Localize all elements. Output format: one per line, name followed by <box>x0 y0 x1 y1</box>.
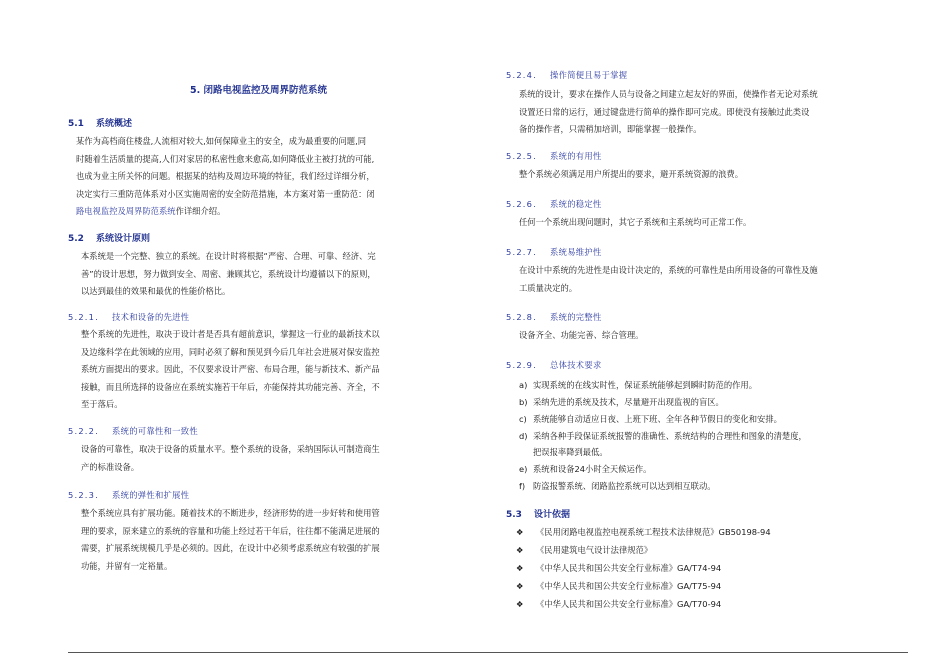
paragraph-5-2-6 <box>519 214 929 232</box>
diamond-bullet-icon: ❖ <box>516 545 524 555</box>
heading-number: 5.2.3. <box>68 490 99 500</box>
text-line: 整个系统应具有扩展功能。随着技术的不断进步，经济形势的进一步好转和使用管 <box>81 508 380 518</box>
text-line: 整个系统必须满足用户所提出的要求，避开系统资源的浪费。 <box>519 169 744 179</box>
diamond-bullet-icon: ❖ <box>516 563 524 573</box>
text-line: 本系统是一个完整、独立的系统。在设计时将根据“严密、合理、可靠、经济、完 <box>81 251 376 261</box>
item-marker: e) <box>519 464 528 474</box>
text-run: 作详细介绍。 <box>175 206 226 216</box>
paragraph-5-2-3 <box>81 505 481 575</box>
reference-item <box>516 544 652 556</box>
heading-5-2-9 <box>506 359 602 371</box>
text-line: 至于落后。 <box>81 399 123 409</box>
heading-text: 设计依据 <box>534 510 571 520</box>
reference-text: 《民用闭路电视监控电视系统工程技术法律规范》GB50198-94 <box>536 527 771 537</box>
text-line: 在设计中系统的先进性是由设计决定的，系统的可靠性是由所用设备的可靠性及施 <box>519 265 818 275</box>
text-line: 系统的设计，要求在操作人员与设备之间建立起友好的界面，使操作者无论对系统 <box>519 89 818 99</box>
requirement-item-d-cont <box>519 446 608 458</box>
heading-text: 系统易维护性 <box>550 247 602 257</box>
item-text: 实现系统的在线实时性，保证系统能够起到瞬时防范的作用。 <box>533 380 758 390</box>
text-line: 设备齐全、功能完善、综合管理。 <box>519 330 644 340</box>
text-line: 接触，而且所选择的设备应在系统实施若干年后，亦能保持其功能完善、齐全，不 <box>81 381 380 392</box>
heading-number: 5.2 <box>68 234 84 244</box>
item-marker: d) <box>519 431 528 441</box>
requirement-item-b <box>519 396 724 408</box>
text-line: 决定实行三重防范体系对小区实施周密的安全防范措施，本方案对第一重防范：闭 <box>76 188 375 199</box>
item-text: 系统和设备24小时全天候运作。 <box>533 464 652 474</box>
heading-5-3 <box>506 507 570 520</box>
heading-number: 5.2.6. <box>506 199 537 209</box>
text-line: 产的标准设备。 <box>81 461 140 472</box>
text-line: 及边缘科学在此领域的应用，同时必须了解和预见到今后几年社会进展对保安监控 <box>81 346 380 357</box>
heading-5-2 <box>68 231 150 244</box>
item-text: 把误报率降到最低。 <box>533 447 608 457</box>
heading-5-2-5 <box>506 150 602 162</box>
text-line: 也成为业主所关怀的问题。根据某的结构及周边环境的特征，我们经过详细分析， <box>76 171 375 181</box>
heading-5-2-7 <box>506 246 602 258</box>
heading-number: 5.2.7. <box>506 247 537 257</box>
item-marker: c) <box>519 414 527 424</box>
paragraph-5-2-8 <box>519 327 929 345</box>
heading-text: 总体技术要求 <box>550 360 602 370</box>
heading-number: 5.2.4. <box>506 70 537 80</box>
paragraph-5-2 <box>81 248 481 301</box>
diamond-bullet-icon: ❖ <box>516 527 524 537</box>
paragraph-5-2-4 <box>519 86 929 139</box>
text-line <box>76 203 476 221</box>
requirement-item-e <box>519 463 651 475</box>
text-line: 善”的设计思想，努力做到安全、周密、兼顾其它，系统设计均遵循以下的原则， <box>81 268 376 279</box>
footer-divider <box>68 652 908 653</box>
heading-number: 5.1 <box>68 119 84 129</box>
heading-text: 系统设计原则 <box>96 234 151 244</box>
paragraph-5-2-5 <box>519 166 929 184</box>
reference-item <box>516 526 771 538</box>
text-line: 设备的可靠性，取决于设备的质量水平。整个系统的设备，采纳国际认可制造商生 <box>81 444 380 454</box>
heading-text: 系统的有用性 <box>550 151 602 161</box>
document-title: 5. 闭路电视监控及周界防范系统 <box>190 85 328 96</box>
paragraph-5-2-1 <box>81 326 481 414</box>
heading-5-1 <box>68 116 132 129</box>
heading-text: 技术和设备的先进性 <box>112 312 190 322</box>
text-line: 以达到最佳的效果和最优的性能价格比。 <box>81 286 231 296</box>
text-line: 功能，并留有一定裕量。 <box>81 560 173 571</box>
heading-number: 5.2.8. <box>506 312 537 322</box>
requirement-item-f <box>519 480 716 492</box>
item-text: 防盗报警系统、闭路监控系统可以达到相互联动。 <box>533 481 716 491</box>
text-line: 设置还日常的运行，通过键盘进行简单的操作即可完成。即使没有接触过此类设 <box>519 106 810 117</box>
reference-text: 《中华人民共和国公共安全行业标准》GA/T75-94 <box>536 581 722 591</box>
heading-5-2-3 <box>68 489 189 501</box>
item-text: 系统能够自动适应日夜、上班下班、全年各种节假日的变化和安排。 <box>533 414 782 424</box>
item-text: 采纳各种手段保证系统报警的准确性、系统结构的合理性和图象的清楚度， <box>533 431 807 441</box>
text-line: 时随着生活质量的提高,人们对家居的私密性愈来愈高,如何降低业主被打扰的可能, <box>76 153 375 164</box>
heading-number: 5.2.9. <box>506 360 537 370</box>
diamond-bullet-icon: ❖ <box>516 581 524 591</box>
heading-5-2-1 <box>68 311 189 323</box>
heading-text: 系统的弹性和扩展性 <box>112 490 190 500</box>
heading-text: 系统概述 <box>96 119 133 129</box>
item-text: 采纳先进的系统及技术，尽量避开出现监视的盲区。 <box>533 397 724 407</box>
system-name-link: 路电视监控及周界防范系统 <box>76 206 176 216</box>
text-line: 备的操作者，只需稍加培训，即能掌握一般操作。 <box>519 124 702 134</box>
item-marker: f) <box>519 481 526 491</box>
requirement-item-d <box>519 430 807 442</box>
heading-5-2-6 <box>506 198 602 210</box>
heading-number: 5.2.5. <box>506 151 537 161</box>
paragraph-5-2-7 <box>519 262 929 297</box>
text-line: 某作为高档商住楼盘,人流相对较大,如何保障业主的安全，成为最重要的问题,同 <box>76 136 367 146</box>
diamond-bullet-icon: ❖ <box>516 599 524 609</box>
requirement-item-a <box>519 379 757 391</box>
paragraph-5-1 <box>76 133 476 221</box>
text-line: 工质量决定的。 <box>519 282 578 293</box>
heading-text: 系统的稳定性 <box>550 199 602 209</box>
text-line: 整个系统的先进性，取决于设计者是否具有超前意识，掌握这一行业的最新技术以 <box>81 329 380 339</box>
heading-number: 5.2.2. <box>68 426 99 436</box>
reference-text: 《中华人民共和国公共安全行业标准》GA/T74-94 <box>536 563 722 573</box>
heading-text: 操作简便且易于掌握 <box>550 70 628 80</box>
reference-text: 《民用建筑电气设计法律规范》 <box>536 545 653 555</box>
text-line: 理的要求，原来建立的系统的容量和功能上经过若干年后，往往都不能满足进展的 <box>81 525 380 536</box>
reference-item <box>516 598 721 610</box>
heading-text: 系统的可靠性和一致性 <box>112 426 198 436</box>
text-line: 需要，扩展系统规模几乎是必须的。因此，在设计中必须考虑系统应有较强的扩展 <box>81 543 380 553</box>
text-line: 任何一个系统出现问题时，其它子系统和主系统均可正常工作。 <box>519 217 752 227</box>
reference-item <box>516 580 721 592</box>
reference-item <box>516 562 721 574</box>
heading-text: 系统的完整性 <box>550 312 602 322</box>
requirement-item-c <box>519 413 782 425</box>
heading-5-2-4 <box>506 69 627 81</box>
heading-number: 5.2.1. <box>68 312 99 322</box>
heading-5-2-8 <box>506 311 602 323</box>
item-marker: a) <box>519 380 528 390</box>
reference-text: 《中华人民共和国公共安全行业标准》GA/T70-94 <box>536 599 722 609</box>
heading-number: 5.3 <box>506 510 522 520</box>
text-line: 系统方面提出的要求。因此，不仅要求设计严密、布局合理，能与新技术、新产品 <box>81 364 380 374</box>
heading-5-2-2 <box>68 425 198 437</box>
paragraph-5-2-2 <box>81 441 481 476</box>
item-marker: b) <box>519 397 528 407</box>
